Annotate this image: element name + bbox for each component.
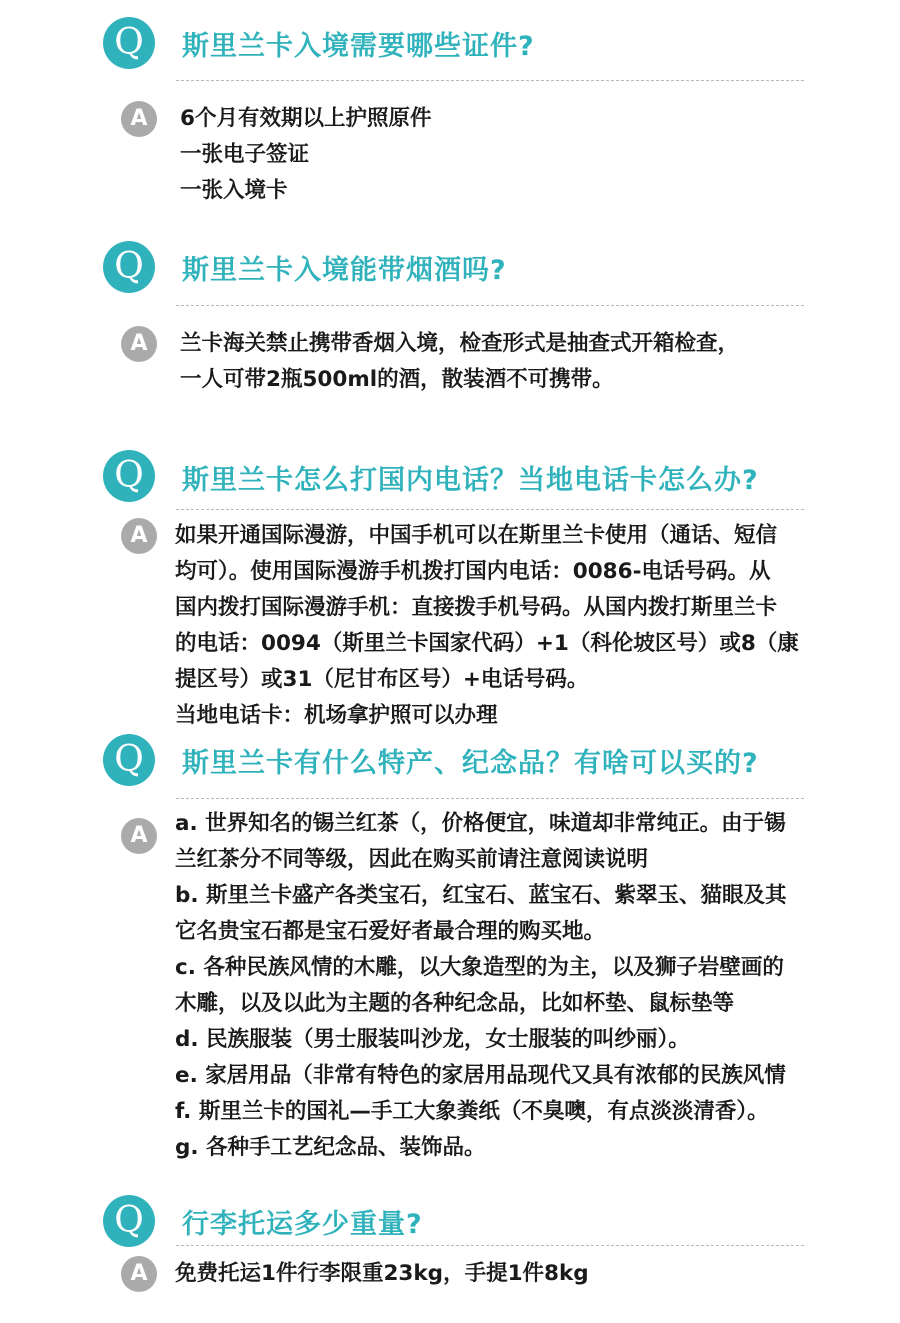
answer-line: a. 世界知名的锡兰红茶（，价格便宜，味道却非常纯正。由于锡 — [175, 811, 786, 836]
answer-line: 的电话：0094（斯里兰卡国家代码）+1（科伦坡区号）或8（康 — [175, 631, 799, 656]
answer-badge-icon: A — [121, 818, 157, 854]
divider — [176, 509, 804, 510]
answer-line: 6个月有效期以上护照原件 — [180, 106, 432, 131]
answer-line: 如果开通国际漫游，中国手机可以在斯里兰卡使用（通话、短信 — [175, 523, 778, 548]
answer-badge-icon: A — [121, 1256, 157, 1292]
question-badge-icon: Q — [103, 1195, 155, 1247]
answer-badge-icon: A — [121, 518, 157, 554]
answer-line: 一张入境卡 — [180, 178, 288, 203]
answer-line: 木雕，以及以此为主题的各种纪念品，比如杯垫、鼠标垫等 — [175, 991, 735, 1016]
divider — [176, 80, 804, 81]
answer-line: 兰卡海关禁止携带香烟入境，检查形式是抽查式开箱检查， — [180, 331, 740, 356]
question-text: 斯里兰卡有什么特产、纪念品？有啥可以买的? — [182, 748, 759, 779]
answer-line: g. 各种手工艺纪念品、装饰品。 — [175, 1135, 486, 1160]
answer-text — [180, 101, 431, 209]
answer-line: f. 斯里兰卡的国礼—手工大象粪纸（不臭噢，有点淡淡清香）。 — [175, 1099, 769, 1124]
answer-text — [175, 1256, 589, 1292]
question-text: 斯里兰卡入境能带烟酒吗? — [182, 255, 507, 286]
question-badge-icon: Q — [103, 241, 155, 293]
answer-line: 兰红茶分不同等级，因此在购买前请注意阅读说明 — [175, 847, 649, 872]
answer-badge-icon: A — [121, 101, 157, 137]
question-badge-icon: Q — [103, 450, 155, 502]
question-badge-icon: Q — [103, 17, 155, 69]
answer-badge-icon: A — [121, 326, 157, 362]
answer-line: 当地电话卡：机场拿护照可以办理 — [175, 703, 498, 728]
question-text: 行李托运多少重量? — [182, 1209, 423, 1240]
answer-text — [180, 326, 739, 398]
answer-line: 提区号）或31（尼甘布区号）+电话号码。 — [175, 667, 589, 692]
answer-line: 一人可带2瓶500ml的酒，散装酒不可携带。 — [180, 367, 614, 392]
answer-line: 它名贵宝石都是宝石爱好者最合理的购买地。 — [175, 919, 606, 944]
divider — [176, 305, 804, 306]
answer-text — [175, 518, 799, 734]
answer-line: d. 民族服装（男士服装叫沙龙，女士服装的叫纱丽）。 — [175, 1027, 690, 1052]
answer-line: 免费托运1件行李限重23kg，手提1件8kg — [175, 1261, 589, 1286]
answer-line: c. 各种民族风情的木雕，以大象造型的为主，以及狮子岩壁画的 — [175, 955, 784, 980]
question-badge-icon: Q — [103, 734, 155, 786]
answer-line: b. 斯里兰卡盛产各类宝石，红宝石、蓝宝石、紫翠玉、猫眼及其 — [175, 883, 787, 908]
answer-line: 一张电子签证 — [180, 142, 310, 167]
answer-line: e. 家居用品（非常有特色的家居用品现代又具有浓郁的民族风情 — [175, 1063, 786, 1088]
answer-line: 国内拨打国际漫游手机：直接拨手机号码。从国内拨打斯里兰卡 — [175, 595, 778, 620]
question-text: 斯里兰卡怎么打国内电话？当地电话卡怎么办? — [182, 465, 759, 496]
answer-text — [175, 806, 787, 1166]
question-text: 斯里兰卡入境需要哪些证件? — [182, 31, 535, 62]
divider — [176, 1245, 804, 1246]
answer-line: 均可）。使用国际漫游手机拨打国内电话：0086-电话号码。从 — [175, 559, 771, 584]
divider — [176, 798, 804, 799]
